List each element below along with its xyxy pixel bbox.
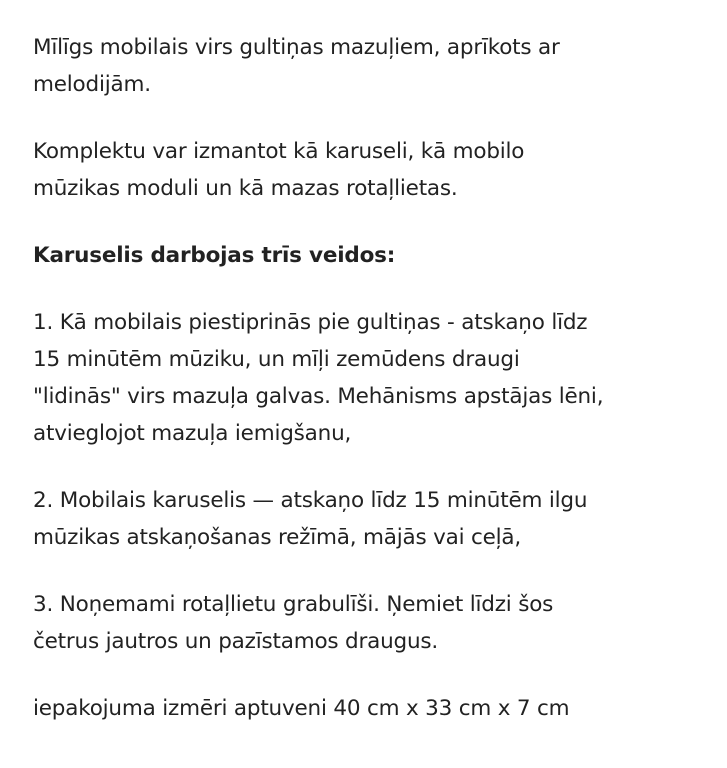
text-line: mūzikas moduli un kā mazas rotaļlietas. xyxy=(33,176,458,201)
text-line: Mīlīgs mobilais virs gultiņas mazuļiem, aprīkots ar xyxy=(33,35,560,60)
usage-paragraph xyxy=(33,133,713,207)
text-line: Komplektu var izmantot kā karuseli, kā mobilo xyxy=(33,139,525,164)
text-line: melodijām. xyxy=(33,72,151,97)
package-size-paragraph xyxy=(33,690,713,727)
text-line: četrus jautros un pazīstamos draugus. xyxy=(33,629,439,654)
mode-1-paragraph xyxy=(33,304,713,452)
intro-paragraph xyxy=(33,29,713,103)
mode-3-paragraph xyxy=(33,586,713,660)
text-line: 1. Kā mobilais piestiprinās pie gultiņas - atskaņo līdz xyxy=(33,310,588,335)
heading-line: Karuselis darbojas trīs veidos: xyxy=(33,243,396,268)
text-line: mūzikas atskaņošanas režīmā, mājās vai ceļā, xyxy=(33,525,522,550)
product-description xyxy=(33,29,713,757)
text-line: atvieglojot mazuļa iemigšanu, xyxy=(33,421,352,446)
mode-2-paragraph xyxy=(33,482,713,556)
modes-heading xyxy=(33,237,713,274)
text-line: 3. Noņemami rotaļlietu grabulīši. Ņemiet līdzi šos xyxy=(33,592,554,617)
text-line: iepakojuma izmēri aptuveni 40 cm x 33 cm x 7 cm xyxy=(33,696,570,721)
text-line: 15 minūtēm mūziku, un mīļi zemūdens draugi xyxy=(33,347,520,372)
text-line: "lidinās" virs mazuļa galvas. Mehānisms apstājas lēni, xyxy=(33,384,604,409)
text-line: 2. Mobilais karuselis — atskaņo līdz 15 minūtēm ilgu xyxy=(33,488,588,513)
